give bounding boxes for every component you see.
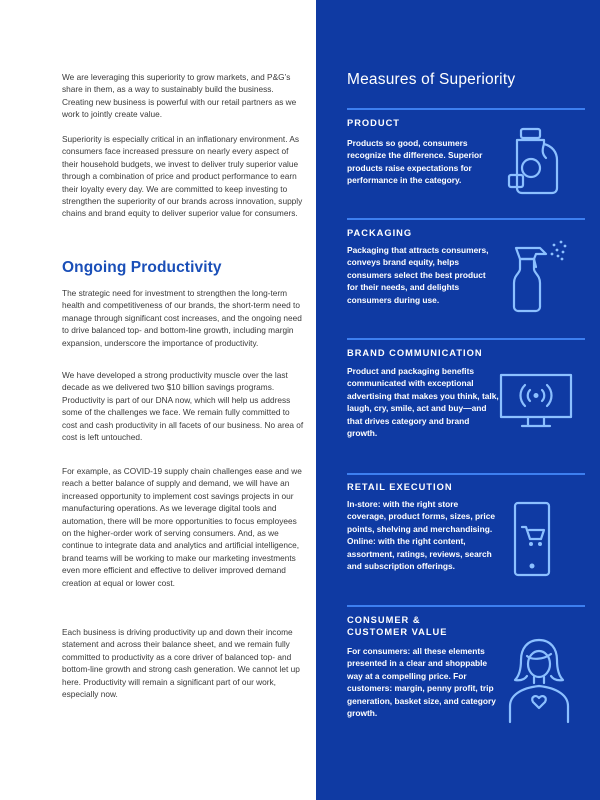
section-body-packaging: Packaging that attracts consumers, conveys brand equity, helps consumers select the best product for their needs, and delights consumers during use. bbox=[347, 245, 489, 305]
section-body-consumer-customer-value: For consumers: all these elements presented in a clear and shoppable way at a compelling price. For customers: margin, penny profit, trip generation, basket size, and category growth. bbox=[347, 646, 496, 719]
superiority-panel bbox=[316, 0, 600, 800]
section-title-brand-communication: BRAND COMMUNICATION bbox=[347, 348, 483, 358]
section-title-packaging: PACKAGING bbox=[347, 228, 413, 238]
panel-title: Measures of Superiority bbox=[347, 71, 516, 88]
broadcast-monitor-icon bbox=[498, 371, 574, 431]
divider bbox=[347, 473, 585, 475]
section-heading: Ongoing Productivity bbox=[62, 259, 222, 276]
paragraph-3: The strategic need for investment to strengthen the long-term health and competitiveness of our brands, the short-term need to manage through significant cost increases, and the ongoing need to drive balanced top- and bottom-line growth, including margin expansion, underscore the importance of productivity. bbox=[62, 288, 302, 348]
divider bbox=[347, 338, 585, 340]
section-body-retail-execution: In-store: with the right store coverage, product forms, sizes, price points, shelving and merchandising. Online: with the right content, assortment, ratings, reviews, search and subscription offerings. bbox=[347, 499, 496, 572]
paragraph-6: Each business is driving productivity up and down their income statement and across their balance sheet, and we remain fully committed to productivity as a core driver of balanced top- and bottom-line growth and strong cash generation. We cannot let up here. Productivity will remain a significant part of our work, especially now. bbox=[62, 627, 300, 700]
paragraph-5: For example, as COVID-19 supply chain challenges ease and we reach a better balance of supply and demand, we will have an increased opportunity to implement cost savings projects in our manufacturing operations. As we leverage digital tools and automation, there will be more opportunities to focus employees on the higher-order work of serving consumers. And, as we continue to integrate data and analytics and artificial intelligence, brand teams will be working to make our marketing investments even more efficient and effective to deliver improved demand creation at equal or lower cost. bbox=[62, 466, 302, 588]
section-body-brand-communication: Product and packaging benefits communicated with exceptional advertising that makes you think, talk, laugh, cry, smile, act and buy—and that drives category and brand growth. bbox=[347, 366, 499, 439]
paragraph-4: We have developed a strong productivity muscle over the last decade as we delivered two $10 billion savings programs. Productivity is part of our DNA now, which will help us address some of the challenges we face. We remain fully committed to cost and cash productivity in all facets of our business. No area of cost is left untouched. bbox=[62, 370, 304, 443]
divider bbox=[347, 218, 585, 220]
divider bbox=[347, 108, 585, 110]
paragraph-2: Superiority is especially critical in an inflationary environment. As consumers face increased pressure on nearly every aspect of their household budgets, we invest to deliver truly superior value through a combination of price and product performance to earn their loyalty every day. We are committed to keep investing to strengthen the superiority of our brands across innovation, supply chains and brand equity to deliver superior value for consumers. bbox=[62, 134, 303, 219]
section-title-product: PRODUCT bbox=[347, 118, 400, 128]
section-title-retail-execution: RETAIL EXECUTION bbox=[347, 482, 453, 492]
section-body-product: Products so good, consumers recognize the difference. Superior products raise expectations for performance in the category. bbox=[347, 138, 483, 186]
paragraph-1: We are leveraging this superiority to grow markets, and P&G’s share in them, as a way to sustainably build the business. Creating new business is powerful with our retail partners as we work to jointly create value. bbox=[62, 72, 297, 120]
spray-bottle-icon bbox=[508, 232, 568, 314]
divider bbox=[347, 605, 585, 607]
phone-cart-icon bbox=[512, 500, 552, 580]
detergent-bottle-icon bbox=[504, 126, 574, 196]
section-title-consumer-customer-value: CONSUMER & CUSTOMER VALUE bbox=[347, 615, 448, 637]
consumer-heart-icon bbox=[504, 636, 574, 726]
